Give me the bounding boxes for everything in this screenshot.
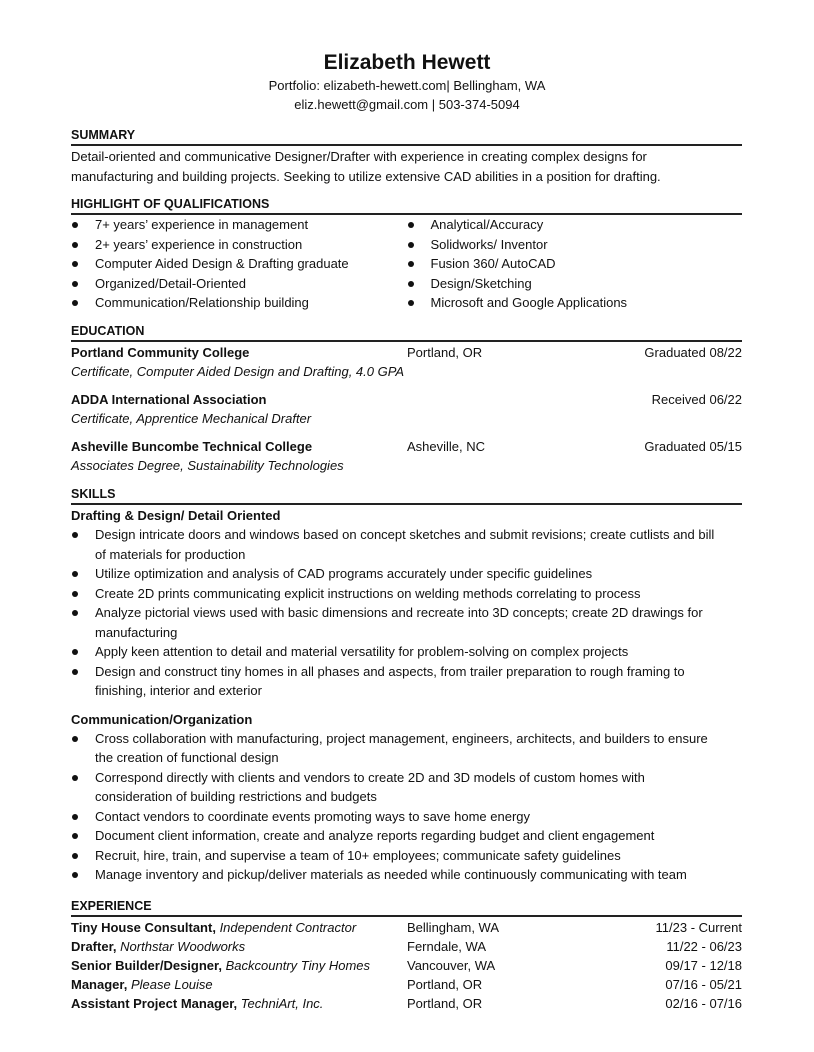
section-title-qualifications: HIGHLIGHT OF QUALIFICATIONS xyxy=(71,197,270,211)
bullet-icon xyxy=(408,222,414,228)
list-item-text: consideration of building restrictions and budgets xyxy=(95,789,377,804)
section-title-summary: SUMMARY xyxy=(71,128,136,142)
list-item-text: Apply keen attention to detail and material versatility for problem-solving on complex projects xyxy=(95,644,629,659)
skills-group-heading: Communication/Organization xyxy=(71,711,253,727)
job-role: Tiny House Consultant, xyxy=(71,920,216,935)
list-item-text: Manage inventory and pickup/deliver materials as needed while continuously communicating with team xyxy=(95,867,687,882)
list-item xyxy=(71,274,407,294)
bullet-icon xyxy=(72,610,78,616)
section-title-skills: SKILLS xyxy=(71,487,116,501)
education-entry xyxy=(71,437,742,475)
list-item xyxy=(407,293,743,313)
contact-line-portfolio: Portfolio: elizabeth-hewett.com| Bellingham, WA xyxy=(268,78,546,93)
bullet-icon xyxy=(72,242,78,248)
list-item-text: 7+ years’ experience in management xyxy=(95,217,309,232)
bullet-icon xyxy=(72,222,78,228)
list-item xyxy=(71,564,742,584)
list-item xyxy=(71,584,742,604)
skills-section xyxy=(71,486,742,885)
bullet-icon xyxy=(72,814,78,820)
list-item-text: Fusion 360/ AutoCAD xyxy=(430,256,556,271)
bullet-icon xyxy=(408,261,414,267)
list-item xyxy=(71,826,742,846)
section-divider xyxy=(71,503,742,505)
education-detail: Associates Degree, Sustainability Technologies xyxy=(71,458,344,473)
skills-group-list xyxy=(71,525,742,701)
list-item xyxy=(71,662,742,701)
bullet-icon xyxy=(72,300,78,306)
education-section xyxy=(71,323,742,475)
list-item xyxy=(407,235,743,255)
job-role: Senior Builder/Designer, xyxy=(71,958,222,973)
list-item xyxy=(71,235,407,255)
list-item-text: Design/Sketching xyxy=(430,275,532,291)
list-item-text: Analytical/Accuracy xyxy=(430,217,544,232)
list-item-text: Organized/Detail-Oriented xyxy=(95,275,247,291)
job-dates: 09/17 - 12/18 xyxy=(665,958,742,973)
bullet-icon xyxy=(72,591,78,597)
list-item-text: Cross collaboration with manufacturing, project management, engineers, architects, and builders to ensure xyxy=(95,730,708,746)
job-location: Portland, OR xyxy=(407,977,483,992)
job-company: Backcountry Tiny Homes xyxy=(225,958,371,973)
school-name: ADDA International Association xyxy=(71,392,267,407)
summary-text xyxy=(71,147,742,186)
bullet-icon xyxy=(72,281,78,287)
skills-group-heading: Drafting & Design/ Detail Oriented xyxy=(71,508,281,523)
experience-row xyxy=(71,956,742,975)
list-item-text: of materials for production xyxy=(95,546,246,562)
job-company: Northstar Woodworks xyxy=(120,939,246,954)
list-item-text: Document client information, create and analyze reports regarding budget and client engagement xyxy=(95,828,655,843)
job-company: Independent Contractor xyxy=(219,920,357,935)
job-company: Please Louise xyxy=(130,977,213,992)
job-role: Drafter, xyxy=(71,939,117,954)
experience-section xyxy=(71,898,742,1013)
bullet-icon xyxy=(72,571,78,577)
experience-row xyxy=(71,918,742,937)
school-location: Portland, OR xyxy=(407,345,483,360)
list-item xyxy=(71,642,742,662)
job-location: Portland, OR xyxy=(407,996,483,1011)
section-divider xyxy=(71,340,742,342)
job-location: Ferndale, WA xyxy=(407,939,486,954)
education-detail: Certificate, Apprentice Mechanical Drafter xyxy=(71,411,312,426)
list-item xyxy=(71,865,742,885)
list-item-text: Recruit, hire, train, and supervise a team of 10+ employees; communicate safety guidelines xyxy=(95,847,621,863)
bullet-icon xyxy=(72,736,78,742)
summary-line: Detail-oriented and communicative Designer/Drafter with experience in creating complex designs for xyxy=(71,149,647,164)
bullet-icon xyxy=(72,775,78,781)
bullet-icon xyxy=(72,261,78,267)
list-item-text: finishing, interior and exterior xyxy=(95,683,262,698)
list-item xyxy=(71,729,742,768)
education-date: Graduated 08/22 xyxy=(644,345,742,360)
section-title-experience: EXPERIENCE xyxy=(71,899,152,913)
bullet-icon xyxy=(72,649,78,655)
list-item xyxy=(407,215,743,235)
section-title-education: EDUCATION xyxy=(71,324,145,338)
bullet-icon xyxy=(72,872,78,878)
qualifications-right-list xyxy=(407,215,743,313)
candidate-name: Elizabeth Hewett xyxy=(323,51,491,74)
education-detail: Certificate, Computer Aided Design and Drafting, 4.0 GPA xyxy=(71,364,405,379)
list-item-text: Create 2D prints communicating explicit instructions on welding methods correlating to process xyxy=(95,585,641,601)
experience-row xyxy=(71,975,742,994)
qualifications-left-list xyxy=(71,215,407,313)
education-entry xyxy=(71,343,742,381)
bullet-icon xyxy=(72,669,78,675)
list-item-text: Communication/Relationship building xyxy=(95,295,309,310)
list-item xyxy=(71,768,742,807)
summary-section xyxy=(71,127,742,186)
list-item-text: Computer Aided Design & Drafting graduate xyxy=(95,256,349,271)
section-divider xyxy=(71,144,742,146)
job-location: Bellingham, WA xyxy=(407,920,499,935)
list-item xyxy=(71,603,742,642)
list-item xyxy=(71,807,742,827)
job-dates: 11/23 - Current xyxy=(655,920,742,935)
list-item-text: Design intricate doors and windows based on concept sketches and submit revisions; create cutlists and bill xyxy=(95,527,715,542)
list-item xyxy=(71,525,742,564)
job-role: Assistant Project Manager, xyxy=(71,996,238,1011)
school-location: Asheville, NC xyxy=(407,439,486,454)
list-item xyxy=(407,274,743,294)
summary-line: manufacturing and building projects. Seeking to utilize extensive CAD abilities in a position for drafting. xyxy=(71,168,661,184)
job-company: TechniArt, Inc. xyxy=(240,996,324,1011)
list-item-text: Analyze pictorial views used with basic dimensions and recreate into 3D concepts; create 2D drawings for xyxy=(95,605,703,620)
job-location: Vancouver, WA xyxy=(407,958,496,973)
list-item-text: Solidworks/ Inventor xyxy=(430,236,548,252)
list-item xyxy=(71,293,407,313)
school-name: Portland Community College xyxy=(71,345,250,360)
list-item-text: 2+ years’ experience in construction xyxy=(95,236,303,252)
bullet-icon xyxy=(408,300,414,306)
bullet-icon xyxy=(72,532,78,538)
bullet-icon xyxy=(72,853,78,859)
list-item xyxy=(407,254,743,274)
bullet-icon xyxy=(408,281,414,287)
experience-row xyxy=(71,994,742,1013)
list-item xyxy=(71,254,407,274)
job-dates: 02/16 - 07/16 xyxy=(665,996,742,1011)
school-location xyxy=(407,390,567,409)
resume-header xyxy=(0,50,814,114)
list-item-text: Utilize optimization and analysis of CAD programs accurately under specific guidelines xyxy=(95,566,593,581)
bullet-icon xyxy=(72,833,78,839)
job-role: Manager, xyxy=(71,977,128,992)
skills-group-list xyxy=(71,729,742,885)
list-item-text: the creation of functional design xyxy=(95,750,279,765)
section-divider xyxy=(71,915,742,917)
list-item-text: Contact vendors to coordinate events promoting ways to save home energy xyxy=(95,808,531,824)
list-item xyxy=(71,846,742,866)
list-item-text: Design and construct tiny homes in all phases and aspects, from trailer preparation to rough framing to xyxy=(95,663,685,679)
list-item-text: Microsoft and Google Applications xyxy=(430,295,628,310)
list-item xyxy=(71,215,407,235)
bullet-icon xyxy=(408,242,414,248)
experience-row xyxy=(71,937,742,956)
qualifications-section xyxy=(71,196,742,313)
school-name: Asheville Buncombe Technical College xyxy=(71,439,313,454)
job-dates: 07/16 - 05/21 xyxy=(665,977,742,992)
job-dates: 11/22 - 06/23 xyxy=(666,939,742,954)
education-entry xyxy=(71,390,742,428)
contact-line-email-phone: eliz.hewett@gmail.com | 503-374-5094 xyxy=(294,97,520,112)
education-date: Received 06/22 xyxy=(651,392,742,407)
education-date: Graduated 05/15 xyxy=(644,439,742,454)
list-item-text: Correspond directly with clients and vendors to create 2D and 3D models of custom homes with xyxy=(95,769,645,785)
list-item-text: manufacturing xyxy=(95,624,178,640)
